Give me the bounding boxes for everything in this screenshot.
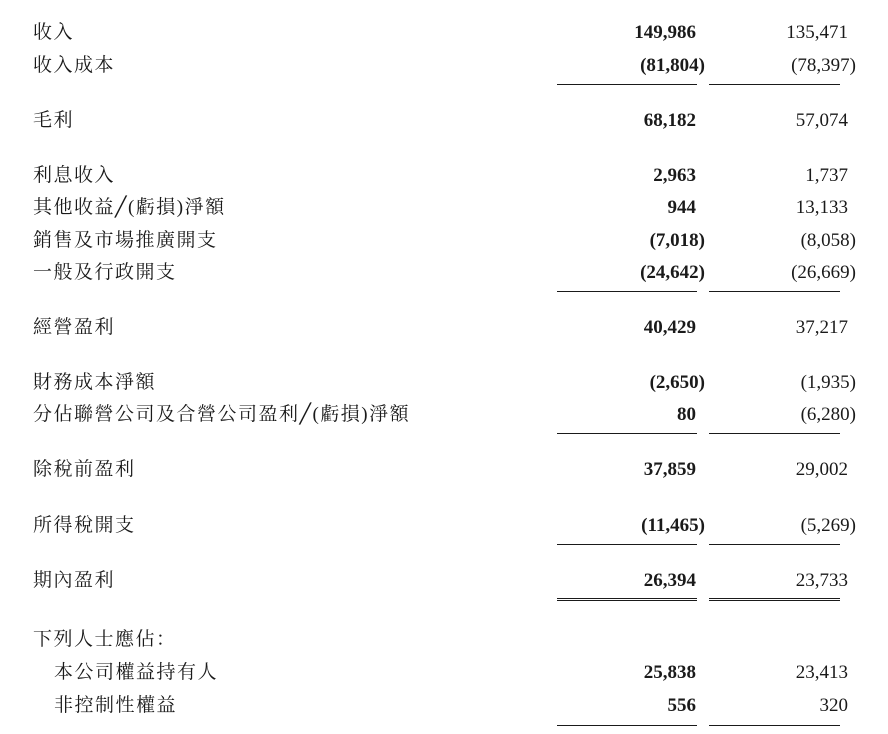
value-previous: (5,269) [800, 515, 856, 536]
value-current: (2,650) [649, 372, 705, 393]
subtotal-rule [557, 725, 697, 726]
row-finance-costs [0, 368, 888, 398]
row-operating-profit [0, 313, 888, 343]
row-share-of-associates [0, 400, 888, 430]
value-current: 37,859 [643, 459, 696, 480]
subtotal-rule [557, 433, 697, 434]
value-previous: (8,058) [800, 230, 856, 251]
subtotal-rule [557, 84, 697, 85]
value-previous: 320 [819, 695, 848, 716]
subtotal-rule [709, 544, 840, 545]
row-label: 本公司權益持有人 [54, 662, 219, 683]
row-equity-holders [0, 658, 888, 688]
row-label: 毛利 [33, 110, 75, 131]
row-other-gains [0, 193, 888, 223]
subtotal-rule [709, 725, 840, 726]
subtotal-rule [709, 433, 840, 434]
value-previous: 135,471 [786, 22, 848, 43]
value-previous: (26,669) [791, 262, 856, 283]
value-previous: (78,397) [791, 55, 856, 76]
value-current: 149,986 [634, 22, 696, 43]
row-general-admin [0, 258, 888, 288]
value-current: 2,963 [653, 165, 696, 186]
row-label: 期內盈利 [33, 570, 116, 591]
value-current: (7,018) [649, 230, 705, 251]
row-selling-marketing [0, 226, 888, 256]
value-current: (24,642) [640, 262, 705, 283]
value-previous: 37,217 [795, 317, 848, 338]
subtotal-rule [709, 291, 840, 292]
row-label: 所得稅開支 [33, 515, 136, 536]
subtotal-rule [557, 544, 697, 545]
value-previous: (6,280) [800, 404, 856, 425]
total-double-rule [557, 598, 697, 602]
row-label: 財務成本淨額 [33, 372, 157, 393]
value-current: (11,465) [641, 515, 705, 536]
row-attributable-to [0, 625, 888, 655]
row-label: 分佔聯營公司及合營公司盈利╱(虧損)淨額 [33, 404, 411, 425]
value-current: 26,394 [643, 570, 696, 591]
value-previous: 23,733 [795, 570, 848, 591]
row-label: 下列人士應佔： [33, 629, 177, 650]
row-label: 一般及行政開支 [33, 262, 177, 283]
value-previous: 57,074 [795, 110, 848, 131]
value-previous: 1,737 [805, 165, 848, 186]
row-label: 收入成本 [33, 55, 116, 76]
value-current: (81,804) [640, 55, 705, 76]
row-label: 其他收益╱(虧損)淨額 [33, 197, 226, 218]
row-label: 除稅前盈利 [33, 459, 136, 480]
value-current: 944 [667, 197, 696, 218]
value-current: 556 [667, 695, 696, 716]
value-current: 40,429 [643, 317, 696, 338]
subtotal-rule [557, 291, 697, 292]
row-label: 經營盈利 [33, 317, 116, 338]
total-double-rule [709, 598, 840, 602]
value-previous: 13,133 [795, 197, 848, 218]
row-interest-income [0, 161, 888, 191]
row-gross-profit [0, 106, 888, 136]
value-previous: 23,413 [795, 662, 848, 683]
subtotal-rule [709, 84, 840, 85]
value-current: 25,838 [643, 662, 696, 683]
row-profit-before-tax [0, 455, 888, 485]
row-profit-for-period [0, 566, 888, 596]
row-income-tax [0, 511, 888, 541]
row-label: 收入 [33, 22, 75, 43]
row-non-controlling-interests [0, 691, 888, 721]
value-previous: 29,002 [795, 459, 848, 480]
row-label: 非控制性權益 [54, 695, 178, 716]
row-revenue [0, 18, 888, 48]
value-current: 80 [677, 404, 696, 425]
row-cost-of-revenue [0, 51, 888, 81]
row-label: 利息收入 [33, 165, 116, 186]
row-label: 銷售及市場推廣開支 [33, 230, 218, 251]
value-previous: (1,935) [800, 372, 856, 393]
value-current: 68,182 [643, 110, 696, 131]
